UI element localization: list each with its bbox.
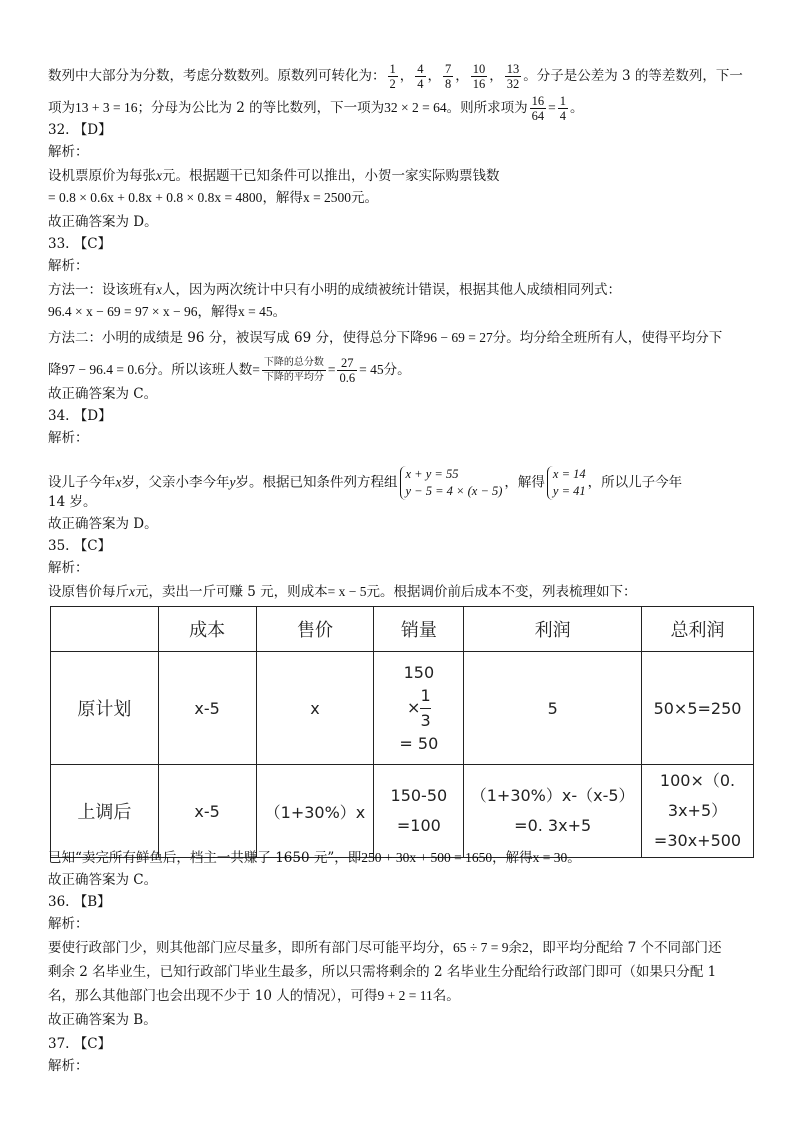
solution-system — [547, 466, 586, 500]
q36-line-3 — [48, 986, 460, 1006]
math: x — [115, 474, 122, 490]
q36-line-2: 剩余 2 名毕业生，已知行政部门毕业生最多，所以只需将剩余的 2 名毕业生分配给行政部门即可（如果只分配 1 — [48, 964, 717, 980]
table-cell — [374, 652, 464, 765]
q32-heading: 32. 【D】 — [48, 122, 112, 138]
header-cell: 销量 — [374, 607, 464, 652]
cell-line: =100 — [396, 816, 441, 835]
q31-line-1: 数列中大部分为分数，考虑分数数列。原数列可转化为： $\frac{1}{2}$ ， $\frac{4}{4}$ ， $\frac{7}{8}$ ， $\frac{10}{16}$ ， $\frac{13}{32}$ 。分子是公差为 3 的等差数列，下一 — [48, 62, 743, 91]
math: x = 45 — [237, 304, 273, 319]
row-label: 原计划 — [51, 652, 159, 765]
text: ；分母为公比为 2 的等比数列，下一项为 — [137, 100, 385, 116]
q35-answer: 故正确答案为 C。 — [48, 872, 158, 888]
denominator: 3 — [420, 710, 431, 730]
table-cell — [642, 765, 754, 858]
table-cell: x-5 — [158, 765, 256, 858]
text: 方法一：设该班有 — [48, 282, 156, 298]
fraction — [443, 62, 453, 91]
equation-system — [400, 466, 503, 500]
cell-line: （1+30%）x-（x-5） — [470, 786, 635, 805]
text: 名。 — [432, 988, 460, 1004]
math: = — [327, 362, 336, 377]
q34-heading: 34. 【D】 — [48, 408, 112, 424]
math: = 0.8 × 0.6x + 0.8x + 0.8 × 0.8x = 4800 — [48, 190, 263, 205]
denominator: 32 — [506, 77, 520, 91]
header-cell: 成本 — [158, 607, 256, 652]
text: 项为 — [48, 100, 75, 116]
fraction — [337, 356, 357, 385]
text: 元。 — [351, 190, 379, 206]
numerator: 7 — [445, 62, 452, 76]
cell-line: 150-50 — [390, 786, 448, 805]
table-cell: 5 — [464, 652, 642, 765]
table-cell: （1+30%）x — [256, 765, 374, 858]
text: 数列中大部分为分数，考虑分数数列。原数列可转化为： — [48, 68, 386, 84]
fraction — [420, 684, 430, 733]
math: 250 + 30x + 500 = 1650 — [361, 850, 493, 865]
q32-line-2 — [48, 188, 378, 208]
q33-analysis-label: 解析： — [48, 258, 89, 274]
text: 名，那么其他部门也会出现不少于 10 人的情况），可得 — [48, 988, 378, 1004]
q36-line-1 — [48, 938, 721, 958]
math: x — [156, 168, 162, 183]
text: 岁，父亲小李今年 — [121, 474, 230, 491]
q35-line-1 — [48, 582, 637, 602]
header-cell: 总利润 — [642, 607, 754, 652]
denominator: 2 — [389, 77, 396, 91]
denominator: 4 — [417, 77, 424, 91]
math: 96 − 69 = 27 — [423, 330, 493, 345]
fraction — [505, 62, 522, 91]
text: 元。根据调价前后成本不变，列表梳理如下： — [366, 584, 637, 600]
text: ，即平均分配给 7 个不同部门还 — [528, 940, 722, 956]
text: 元。根据题干已知条件可以推出，小贺一家实际购票钱数 — [162, 168, 500, 184]
times-sign: × — [407, 697, 421, 717]
text: ，解得 — [504, 474, 545, 491]
text: 已知“卖完所有鲜鱼后，档主一共赚了 1650 元”，即 — [48, 850, 362, 866]
q35-line-2 — [48, 848, 581, 868]
text: ，所以儿子今年 — [587, 474, 683, 491]
q34-line-1 — [48, 466, 682, 500]
text: 设原售价每斤 — [48, 584, 129, 600]
text: 。分子是公差为 3 的等差数列，下一 — [523, 68, 743, 84]
numerator: 16 — [531, 94, 545, 108]
cell-line — [375, 684, 462, 733]
text: 分。所以该班人数 — [144, 362, 253, 378]
table-cell: x-5 — [158, 652, 256, 765]
fraction — [530, 94, 547, 123]
fraction — [558, 94, 568, 123]
cell-line: =30x+500 — [653, 831, 742, 850]
math: x — [129, 584, 135, 599]
equation: x = 14 — [552, 467, 586, 481]
equation: x + y = 55 — [405, 467, 459, 481]
numerator: 4 — [417, 62, 424, 76]
table-cell — [374, 765, 464, 858]
q34-analysis-label: 解析： — [48, 430, 89, 446]
cell-line: = 50 — [399, 733, 439, 753]
q36-heading: 36. 【B】 — [48, 894, 111, 910]
header-cell: 利润 — [464, 607, 642, 652]
table-cell: x — [256, 652, 374, 765]
fraction — [471, 62, 488, 91]
numerator: 下降的总分数 — [262, 356, 326, 371]
q32-analysis-label: 解析： — [48, 144, 89, 160]
row-label: 上调后 — [51, 765, 159, 858]
text: 设儿子今年 — [48, 474, 116, 491]
q33-answer: 故正确答案为 C。 — [48, 386, 158, 402]
q36-analysis-label: 解析： — [48, 916, 89, 932]
equation: y = 41 — [552, 484, 586, 498]
q35-heading: 35. 【C】 — [48, 538, 112, 554]
table-row — [51, 765, 754, 858]
text: 。 — [570, 100, 584, 116]
q37-heading: 37. 【C】 — [48, 1036, 112, 1052]
math: x = 2500 — [302, 190, 352, 205]
q31-line-2 — [48, 94, 584, 123]
text: 。 — [567, 850, 581, 866]
table-cell: 50×5=250 — [642, 652, 754, 765]
text: 元，卖出一斤可赚 5 元，则成本 — [135, 584, 328, 600]
text: ，解得 — [492, 850, 533, 866]
text: 要使行政部门少，则其他部门应尽量多，即所有部门尽可能平均分， — [48, 940, 453, 956]
q33-method-1 — [48, 280, 621, 300]
text: 人，因为两次统计中只有小明的成绩被统计错误，根据其他人成绩相同列式： — [162, 282, 621, 298]
table-cell — [464, 765, 642, 858]
q34-answer: 故正确答案为 D。 — [48, 516, 158, 532]
header-cell: 售价 — [256, 607, 374, 652]
numerator: 27 — [337, 356, 357, 371]
math: = x − 5 — [327, 584, 367, 599]
text: 。 — [272, 304, 287, 320]
cell-line: =0. 3x+5 — [514, 816, 592, 835]
denominator: 4 — [559, 109, 567, 123]
denominator: 8 — [445, 77, 452, 91]
q33-heading: 33. 【C】 — [48, 236, 112, 252]
math: 96.4 × x − 69 = 97 × x − 96 — [48, 304, 198, 319]
denominator: 下降的平均分 — [263, 372, 324, 383]
numerator: 1 — [420, 684, 430, 709]
text: 方法二：小明的成绩是 96 分，被误写成 69 分，使得总分下降 — [48, 330, 424, 346]
math: = — [548, 100, 556, 115]
numerator: 1 — [389, 62, 396, 76]
q36-answer: 故正确答案为 B。 — [48, 1012, 157, 1028]
table-row — [51, 652, 754, 765]
equation: y − 5 = 4 × (x − 5) — [405, 484, 503, 498]
q32-answer: 故正确答案为 D。 — [48, 214, 158, 230]
text: 。则所求项为 — [446, 100, 528, 116]
table-header-row — [51, 607, 754, 652]
math: x — [156, 282, 162, 297]
math: 9 + 2 = 11 — [377, 988, 433, 1003]
math: 65 ÷ 7 = 9余2 — [453, 940, 529, 955]
math: = 45 — [359, 362, 384, 377]
q32-line-1 — [48, 166, 500, 186]
fraction — [415, 62, 425, 91]
q33-method-1-equation — [48, 302, 286, 322]
q33-method-2-cont — [48, 356, 411, 385]
text: 分。 — [383, 362, 411, 378]
q35-analysis-label: 解析： — [48, 560, 89, 576]
q34-line-2: 14 岁。 — [48, 494, 97, 510]
denominator: 0.6 — [339, 371, 356, 385]
math: 97 − 96.4 = 0.6 — [61, 362, 145, 377]
fraction — [262, 356, 326, 385]
numerator: 1 — [559, 94, 567, 108]
q33-method-2 — [48, 328, 722, 348]
denominator: 16 — [472, 77, 486, 91]
math: 13 + 3 = 16 — [75, 100, 138, 115]
text: 降 — [48, 362, 62, 378]
q37-analysis-label: 解析： — [48, 1058, 89, 1074]
math: x = 30 — [532, 850, 568, 865]
fraction — [388, 62, 398, 91]
text: ，解得 — [197, 304, 238, 320]
text: 分。均分给全班所有人，使得平均分下 — [492, 330, 723, 346]
math: = — [252, 362, 260, 377]
text: 设机票原价为每张 — [48, 168, 156, 184]
numerator: 10 — [472, 62, 486, 76]
header-cell — [51, 607, 159, 652]
numerator: 13 — [506, 62, 520, 76]
denominator: 64 — [531, 109, 545, 123]
cell-line: 150 — [403, 662, 435, 682]
text: ，解得 — [262, 190, 303, 206]
price-table — [50, 606, 754, 858]
cell-line: 100×（0. 3x+5） — [659, 771, 736, 820]
text: 岁。根据已知条件列方程组 — [235, 474, 398, 491]
math: 32 × 2 = 64 — [384, 100, 447, 115]
math: y — [229, 474, 236, 490]
